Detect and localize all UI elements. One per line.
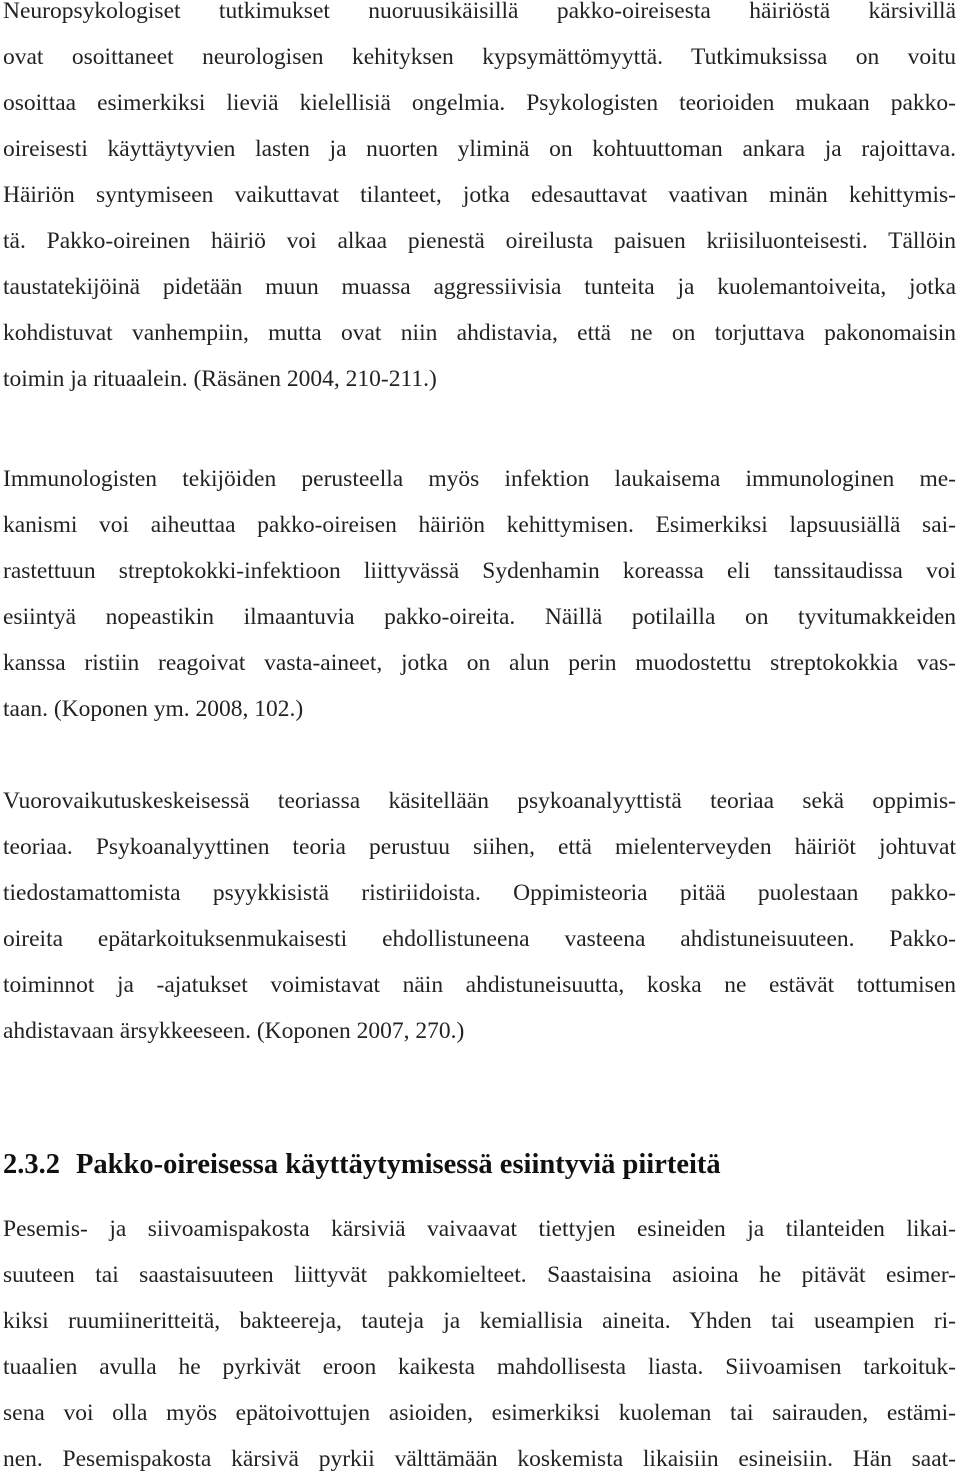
- text-line: kanssa ristiin reagoivat vasta-aineet, jotka on alun perin muodostettu streptokokkia vas-: [3, 650, 956, 676]
- text-line: oireita epätarkoituksenmukaisesti ehdollistuneena vasteena ahdistuneisuuteen. Pakko-: [3, 926, 956, 952]
- text-line: ovat osoittaneet neurologisen kehityksen kypsymättömyyttä. Tutkimuksissa on voitu: [3, 44, 956, 70]
- text-line: suuteen tai saastaisuuteen liittyvät pakkomielteet. Saastaisina asioina he pitävät esimer-: [3, 1262, 956, 1288]
- text-line: osoittaa esimerkiksi lieviä kielellisiä ongelmia. Psykologisten teorioiden mukaan pakko-: [3, 90, 956, 116]
- text-line: Häiriön syntymiseen vaikuttavat tilanteet, jotka edesauttavat vaativan minän kehittymis-: [3, 182, 956, 208]
- paragraph-interaction-theory: [3, 778, 956, 1054]
- text-line: taan. (Koponen ym. 2008, 102.): [3, 696, 304, 722]
- text-line: kanismi voi aiheuttaa pakko-oireisen häiriön kehittymisen. Esimerkiksi lapsuusiällä sai-: [3, 512, 956, 538]
- text-line: rastettuun streptokokki-infektioon liittyvässä Sydenhamin koreassa eli tanssitaudissa voi: [3, 558, 956, 584]
- text-line: ahdistavaan ärsykkeeseen. (Koponen 2007, 270.): [3, 1018, 465, 1044]
- text-line: esiintyä nopeastikin ilmaantuvia pakko-oireita. Näillä potilailla on tyvitumakkeiden: [3, 604, 956, 630]
- text-line: tä. Pakko-oireinen häiriö voi alkaa pienestä oireilusta paisuen kriisiluonteisesti. Tällöin: [3, 228, 956, 254]
- section-number: 2.3.2: [3, 1149, 60, 1180]
- text-line: tuaalien avulla he pyrkivät eroon kaikesta mahdollisesta liasta. Siivoamisen tarkoituk-: [3, 1354, 956, 1380]
- text-line: nen. Pesemispakosta kärsivä pyrkii välttämään koskemista likaisiin esineisiin. Hän saat-: [3, 1446, 956, 1472]
- section-title: Pakko-oireisessa käyttäytymisessä esiintyviä piirteitä: [76, 1149, 721, 1180]
- paragraph-immunology: [3, 456, 956, 732]
- paragraph-neuropsychology: [3, 0, 956, 402]
- section-heading: [3, 1142, 721, 1188]
- text-line: taustatekijöinä pidetään muun muassa aggressiivisia tunteita ja kuolemantoiveita, jotka: [3, 274, 956, 300]
- text-line: Neuropsykologiset tutkimukset nuoruusikäisillä pakko-oireisesta häiriöstä kärsivillä: [3, 0, 956, 24]
- text-line: kiksi ruumiineritteitä, bakteereja, tauteja ja kemiallisia aineita. Yhden tai useampien ri-: [3, 1308, 956, 1334]
- text-line: Pesemis- ja siivoamispakosta kärsiviä vaivaavat tiettyjen esineiden ja tilanteiden likai-: [3, 1216, 956, 1242]
- text-line: Immunologisten tekijöiden perusteella myös infektion laukaisema immunologinen me-: [3, 466, 956, 492]
- text-line: sena voi olla myös epätoivottujen asioiden, esimerkiksi kuoleman tai sairauden, estämi-: [3, 1400, 956, 1426]
- text-line: kohdistuvat vanhempiin, mutta ovat niin ahdistavia, että ne on torjuttava pakonomaisin: [3, 320, 956, 346]
- text-line: oireisesti käyttäytyvien lasten ja nuorten yliminä on kohtuuttoman ankara ja rajoittava.: [3, 136, 956, 162]
- text-line: teoriaa. Psykoanalyyttinen teoria perustuu siihen, että mielenterveyden häiriöt johtuvat: [3, 834, 956, 860]
- text-line: toimin ja rituaalein. (Räsänen 2004, 210-211.): [3, 366, 437, 392]
- text-line: toiminnot ja -ajatukset voimistavat näin ahdistuneisuutta, koska ne estävät tottumisen: [3, 972, 956, 998]
- paragraph-washing-compulsion: [3, 1206, 956, 1479]
- text-line: tiedostamattomista psyykkisistä ristiriidoista. Oppimisteoria pitää puolestaan pakko-: [3, 880, 956, 906]
- text-line: Vuorovaikutuskeskeisessä teoriassa käsitellään psykoanalyyttistä teoriaa sekä oppimis-: [3, 788, 956, 814]
